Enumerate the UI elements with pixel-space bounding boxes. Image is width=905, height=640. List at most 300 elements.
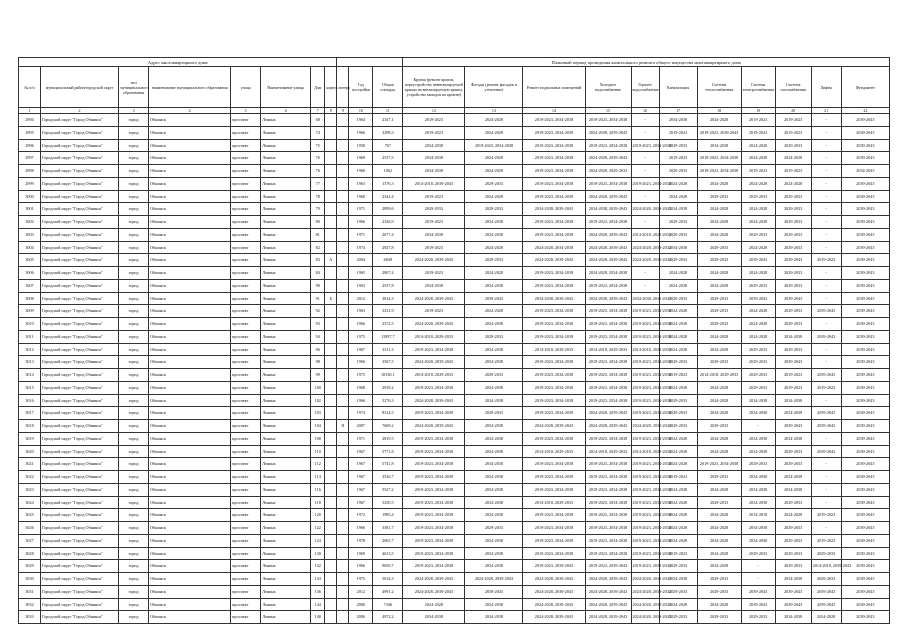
table-cell: Городской округ "Город Обнинск" (41, 343, 119, 356)
table-cell: 2019-2023, 2034-2038 (631, 534, 659, 547)
table-cell (325, 177, 337, 190)
table-cell (337, 152, 349, 165)
table-cell: 2024-2028 (465, 114, 523, 127)
table-cell: Обнинск (149, 496, 231, 509)
table-cell: 2019-2023 (403, 305, 465, 318)
table-cell: город (119, 343, 149, 356)
table-cell: 78 (311, 190, 325, 203)
table-cell (337, 598, 349, 611)
table-cell (325, 126, 337, 139)
table-cell: 2024-2028 (659, 598, 697, 611)
table-cell: 2029-2033 (775, 534, 811, 547)
table-cell: 3028 (19, 547, 41, 560)
table-cell: город (119, 203, 149, 216)
table-cell: проспект (231, 139, 261, 152)
table-cell: 2019-2023 (741, 114, 775, 127)
table-cell: 2019-2023, 2034-2038 (523, 471, 585, 484)
table-cell: - (811, 139, 841, 152)
table-cell: 1971 (349, 228, 373, 241)
table-cell: 2039-2043 (841, 343, 889, 356)
table-cell: Ленина (261, 509, 311, 522)
table-cell: Обнинск (149, 420, 231, 433)
table-cell (325, 560, 337, 573)
table-cell: 2039-2043 (775, 598, 811, 611)
table-cell: 2034-2038 (741, 522, 775, 535)
table-cell: Городской округ "Город Обнинск" (41, 126, 119, 139)
table-cell: 4991,2 (373, 585, 403, 598)
table-cell: Ленина (261, 267, 311, 280)
table-cell: 2034-2038 (741, 496, 775, 509)
table-cell: 3029 (19, 560, 41, 573)
table-cell: 5250,5 (373, 496, 403, 509)
table-cell: Обнинск (149, 407, 231, 420)
table-cell: 2019-2023, 2034-2038 (523, 407, 585, 420)
table-cell (337, 126, 349, 139)
table-cell: 2039-2043 (775, 356, 811, 369)
table-cell: - (631, 190, 659, 203)
table-cell: 2039-2043 (775, 420, 811, 433)
column-header: № п/п (19, 67, 41, 108)
table-cell: 2019-2023, 2034-2038 (523, 330, 585, 343)
table-cell: 2019-2023, 2034-2038 (585, 356, 631, 369)
table-cell: 2039-2043 (841, 267, 889, 280)
table-cell: 3567,5 (373, 356, 403, 369)
table-cell: 77 (311, 177, 325, 190)
table-cell: проспект (231, 381, 261, 394)
table-cell: 2029-2033 (697, 611, 741, 624)
table-cell: 3019 (19, 432, 41, 445)
capital-repair-table (18, 57, 890, 624)
table-cell: 81 (311, 228, 325, 241)
table-cell: 3012 (19, 343, 41, 356)
column-header: Общая площадь (373, 67, 403, 108)
table-cell: Ленина (261, 216, 311, 229)
table-cell: Городской округ "Город Обнинск" (41, 496, 119, 509)
table-cell: 2019-2023, 2034-2038 (631, 177, 659, 190)
column-number: 1 (19, 108, 41, 114)
table-row (19, 152, 890, 165)
table-cell: 2019-2023, 2034-2038 (465, 139, 523, 152)
table-cell: 2024-2028, 2039-2043 (523, 254, 585, 267)
table-cell: 2019-2023, 2034-2038 (403, 432, 465, 445)
table-cell: 2019-2023, 2034-2038 (403, 381, 465, 394)
table-cell: - (631, 279, 659, 292)
table-cell: 2039-2043 (841, 381, 889, 394)
table-cell: город (119, 381, 149, 394)
table-cell: Ленина (261, 547, 311, 560)
table-row (19, 126, 890, 139)
table-cell (337, 573, 349, 586)
table-cell: Городской округ "Город Обнинск" (41, 292, 119, 305)
table-cell (325, 458, 337, 471)
table-cell (325, 305, 337, 318)
table-cell: 3814,3 (373, 292, 403, 305)
table-cell: 112 (311, 458, 325, 471)
table-cell (337, 483, 349, 496)
table-cell: 2039-2043 (841, 190, 889, 203)
table-row (19, 165, 890, 178)
table-body (19, 114, 890, 624)
table-cell: 2019-2023, 2039-2043 (523, 560, 585, 573)
table-cell: 2024-2028 (659, 305, 697, 318)
table-cell: 2034-2038 (465, 381, 523, 394)
table-cell: 2039-2043 (841, 241, 889, 254)
table-cell: А (325, 254, 337, 267)
table-cell: 1967 (349, 458, 373, 471)
table-cell: 2034-2038 (741, 471, 775, 484)
table-cell (325, 420, 337, 433)
table-cell: 2024-2028, 2039-2043 (403, 292, 465, 305)
table-cell: город (119, 318, 149, 331)
table-row (19, 483, 890, 496)
table-cell: 2024-2028 (697, 432, 741, 445)
table-row (19, 343, 890, 356)
table-cell: 148 (311, 611, 325, 624)
table-cell: проспект (231, 165, 261, 178)
table-cell: 2024-2028, 2039-2043 (585, 254, 631, 267)
table-cell: 2039-2043 (741, 254, 775, 267)
table-cell: 2019-2023, 2034-2038 (403, 534, 465, 547)
table-cell: 1963 (349, 279, 373, 292)
table-cell: город (119, 420, 149, 433)
table-cell: Ленина (261, 522, 311, 535)
column-header: Система газоснабжения (775, 67, 811, 108)
table-cell: Городской округ "Город Обнинск" (41, 177, 119, 190)
table-cell: 2024-2028 (659, 483, 697, 496)
table-row (19, 585, 890, 598)
table-cell: 2034-2038 (741, 534, 775, 547)
table-cell (337, 394, 349, 407)
table-cell: проспект (231, 152, 261, 165)
table-cell: город (119, 573, 149, 586)
table-cell: 118 (311, 496, 325, 509)
table-cell: Обнинск (149, 190, 231, 203)
table-cell: 2034-2038 (465, 394, 523, 407)
table-cell: - (631, 267, 659, 280)
table-cell: 83 (311, 254, 325, 267)
table-cell: 2019-2023, 2034-2038 (523, 305, 585, 318)
table-cell: 2019-2023, 2034-2038 (523, 216, 585, 229)
table-cell: Ленина (261, 292, 311, 305)
table-cell: Ленина (261, 381, 311, 394)
table-row (19, 432, 890, 445)
table-cell: - (811, 496, 841, 509)
table-cell: 2029-2033 (775, 522, 811, 535)
table-cell: 2029-2033 (775, 547, 811, 560)
table-cell: 1972 (349, 509, 373, 522)
table-cell: 2024-2028, 2039-2043 (631, 598, 659, 611)
table-cell: 2019-2023, 2034-2038 (585, 279, 631, 292)
table-cell: 3031 (19, 585, 41, 598)
table-cell: 2994 (19, 114, 41, 127)
table-cell: Обнинск (149, 509, 231, 522)
table-cell: 2019-2023, 2034-2038 (403, 407, 465, 420)
table-cell (337, 318, 349, 331)
table-cell: 2024-2028, 2039-2043 (403, 318, 465, 331)
table-cell: 2034-2038, 2039-2043 (585, 292, 631, 305)
table-cell: город (119, 534, 149, 547)
table-cell: 2034-2038 (465, 534, 523, 547)
table-row (19, 330, 890, 343)
table-cell: 2034-2038 (465, 471, 523, 484)
table-cell: 2039-2043 (841, 483, 889, 496)
table-cell: Обнинск (149, 573, 231, 586)
table-cell: 2034-2038 (465, 611, 523, 624)
table-cell: 2019-2023, 2034-2038 (585, 216, 631, 229)
table-cell (337, 407, 349, 420)
table-cell (337, 585, 349, 598)
table-cell: Ленина (261, 573, 311, 586)
table-cell: 3008 (19, 292, 41, 305)
table-cell: 3010 (19, 318, 41, 331)
table-cell: 2024-2028 (697, 330, 741, 343)
table-cell: 2029-2033 (775, 190, 811, 203)
table-cell (337, 522, 349, 535)
table-cell: 2537,8 (373, 279, 403, 292)
table-cell: 2019-2023, 2034-2038 (403, 445, 465, 458)
table-cell: 2024-2028, 2039-2043 (585, 152, 631, 165)
table-cell (325, 547, 337, 560)
table-cell: 2039-2043 (841, 114, 889, 127)
table-cell: проспект (231, 598, 261, 611)
table-cell: 2019-2023, 2034-2038 (403, 547, 465, 560)
table-cell: 2024-2028 (741, 241, 775, 254)
column-number: 10 (349, 108, 373, 114)
table-cell: 2807,4 (373, 267, 403, 280)
table-cell: город (119, 126, 149, 139)
table-cell: 2034-2038 (775, 573, 811, 586)
table-cell: Обнинск (149, 356, 231, 369)
table-cell: Ленина (261, 126, 311, 139)
table-cell: Ленина (261, 394, 311, 407)
table-cell: 2029-2033 (697, 254, 741, 267)
table-cell: Обнинск (149, 165, 231, 178)
table-cell: 1967 (349, 483, 373, 496)
table-cell: 2019-2023 (811, 509, 841, 522)
table-cell: 2029-2033 (775, 318, 811, 331)
table-cell: 5527,2 (373, 483, 403, 496)
table-cell: 3007 (19, 279, 41, 292)
table-cell: Обнинск (149, 547, 231, 560)
table-cell: Ленина (261, 458, 311, 471)
table-cell (325, 279, 337, 292)
table-cell: 1975 (349, 369, 373, 382)
table-cell: 2024-2028 (697, 177, 741, 190)
table-cell: 2029-2033 (465, 254, 523, 267)
column-number: 7 (311, 108, 325, 114)
table-cell: 2039-2043 (741, 292, 775, 305)
table-cell: 2029-2033 (659, 254, 697, 267)
table-cell: 11897,7 (373, 330, 403, 343)
table-cell: 2034-2038 (775, 394, 811, 407)
table-cell: 2024-2028 (659, 522, 697, 535)
table-cell: 2039-2043 (841, 598, 889, 611)
table-cell: Ленина (261, 177, 311, 190)
table-cell: 2029-2033 (659, 407, 697, 420)
table-cell: 5771,8 (373, 445, 403, 458)
table-cell: - (631, 152, 659, 165)
table-row (19, 177, 890, 190)
table-row (19, 114, 890, 127)
table-cell: 2039-2043 (741, 585, 775, 598)
table-cell: город (119, 369, 149, 382)
table-cell: Ленина (261, 534, 311, 547)
table-cell: 2039-2043 (841, 254, 889, 267)
table-cell (325, 573, 337, 586)
table-cell: Ленина (261, 598, 311, 611)
table-row (19, 407, 890, 420)
table-cell: 1963 (349, 305, 373, 318)
table-row (19, 471, 890, 484)
table-cell: 2019-2023, 2034-2038 (523, 522, 585, 535)
table-row (19, 254, 890, 267)
table-cell: 2029-2033 (465, 522, 523, 535)
table-cell: 2819,5 (373, 432, 403, 445)
table-cell: 2019-2023, 2039-2043 (631, 560, 659, 573)
table-cell: 1978 (349, 534, 373, 547)
table-cell: 2019-2023, 2034-2038 (523, 394, 585, 407)
table-cell: 2029-2033 (697, 318, 741, 331)
table-cell: проспект (231, 292, 261, 305)
table-cell: 2024-2028, 2039-2043 (585, 573, 631, 586)
table-cell: - (811, 177, 841, 190)
table-cell: 2019-2023 (775, 126, 811, 139)
table-cell: 2024-2028, 2034-2038 (585, 267, 631, 280)
table-cell: 2034-2038 (741, 483, 775, 496)
table-cell: 2034-2038 (775, 471, 811, 484)
table-cell: 100 (311, 381, 325, 394)
table-cell: 2024-2028, 2039-2043 (585, 420, 631, 433)
table-cell: 2039-2043 (841, 573, 889, 586)
table-cell: 2034-2038 (403, 279, 465, 292)
table-cell: 2019-2023, 2034-2038 (585, 177, 631, 190)
table-cell: 2014-2018, 2029-2033 (523, 496, 585, 509)
table-cell: 2995 (19, 126, 41, 139)
table-cell: Городской округ "Город Обнинск" (41, 598, 119, 611)
table-cell: 2029-2033 (697, 573, 741, 586)
table-cell: 2019-2023, 2034-2038 (585, 522, 631, 535)
table-cell: 2024-2028 (697, 381, 741, 394)
table-cell: проспект (231, 471, 261, 484)
table-cell: 2024-2028 (697, 114, 741, 127)
table-cell: 2029-2033 (775, 343, 811, 356)
table-cell: 2019-2023, 2034-2038 (697, 165, 741, 178)
table-cell: 2029-2033 (811, 547, 841, 560)
table-cell: 2024-2028 (741, 216, 775, 229)
table-cell: Обнинск (149, 369, 231, 382)
table-cell: 2034-2038 (659, 573, 697, 586)
table-cell: Городской округ "Город Обнинск" (41, 318, 119, 331)
table-cell: 2342,4 (373, 190, 403, 203)
table-cell: - (811, 471, 841, 484)
table-cell: 2998 (19, 165, 41, 178)
column-number: 12 (403, 108, 465, 114)
table-cell: 2024-2028, 2039-2043 (523, 585, 585, 598)
table-cell: 2024-2028 (697, 394, 741, 407)
table-cell: 2024-2028 (741, 267, 775, 280)
table-row (19, 356, 890, 369)
table-cell: 136 (311, 585, 325, 598)
table-cell: 98 (311, 356, 325, 369)
table-cell: город (119, 305, 149, 318)
table-cell: 3020 (19, 445, 41, 458)
table-cell (337, 496, 349, 509)
table-cell: 2029-2033 (775, 458, 811, 471)
table-cell (325, 228, 337, 241)
table-cell: 2029-2033 (697, 190, 741, 203)
table-cell: 767 (373, 139, 403, 152)
table-cell: 2024-2028, 2039-2043 (585, 611, 631, 624)
table-cell: 2039-2043 (841, 139, 889, 152)
table-cell: 2024-2028 (403, 598, 465, 611)
table-cell (325, 152, 337, 165)
table-cell (337, 560, 349, 573)
table-cell: 2019-2023, 2034-2038 (585, 381, 631, 394)
table-cell: 2029-2033 (465, 369, 523, 382)
table-cell (325, 534, 337, 547)
table-cell: 1967 (349, 445, 373, 458)
table-cell: 2019-2023, 2034-2038 (523, 279, 585, 292)
table-cell: 2024-2028, 2039-2043 (403, 420, 465, 433)
table-cell: 2034-2038 (465, 496, 523, 509)
table-cell: Обнинск (149, 292, 231, 305)
table-cell: 2039-2043 (841, 369, 889, 382)
table-cell: 2019-2023 (403, 190, 465, 203)
table-cell: 3231,9 (373, 305, 403, 318)
table-cell: 2029-2033 (741, 279, 775, 292)
table-cell: 96 (311, 343, 325, 356)
table-cell: 2029-2033 (775, 228, 811, 241)
table-cell: 2019-2023, 2034-2038 (697, 458, 741, 471)
table-cell (337, 471, 349, 484)
table-cell: 2034-2038, 2039-2043 (585, 203, 631, 216)
table-cell: 2024-2028, 2039-2043 (585, 407, 631, 420)
column-header: Ремонт подвальных помещений (523, 67, 585, 108)
table-cell: 2019-2023, 2034-2038 (585, 483, 631, 496)
table-cell: 2034-2038 (403, 611, 465, 624)
table-cell: Ленина (261, 445, 311, 458)
table-cell: Ленина (261, 305, 311, 318)
table-cell: 2024-2028, 2039-2043 (631, 611, 659, 624)
table-cell: город (119, 152, 149, 165)
group-header-row (19, 58, 890, 67)
table-cell: Обнинск (149, 598, 231, 611)
table-cell: Городской округ "Город Обнинск" (41, 522, 119, 535)
table-cell: 9650,7 (373, 560, 403, 573)
table-cell: 2019-2023, 2034-2038 (585, 547, 631, 560)
table-cell: 1960 (349, 190, 373, 203)
table-cell: 2024-2028, 2039-2043 (631, 573, 659, 586)
table-cell: 2019-2023, 2034-2038 (403, 483, 465, 496)
table-cell: Ленина (261, 228, 311, 241)
table-cell: 92 (311, 305, 325, 318)
table-cell: проспект (231, 547, 261, 560)
table-cell: 2024-2028 (659, 496, 697, 509)
table-row (19, 190, 890, 203)
table-cell: 2024-2028 (741, 330, 775, 343)
table-cell: 1965 (349, 267, 373, 280)
table-cell: 2019-2023, 2034-2038 (523, 267, 585, 280)
table-cell: Обнинск (149, 305, 231, 318)
table-cell: 2034-2038 (659, 241, 697, 254)
table-cell: 2019-2023, 2034-2038 (631, 483, 659, 496)
table-cell: Городской округ "Город Обнинск" (41, 471, 119, 484)
table-cell: 2039-2043 (811, 585, 841, 598)
table-cell: - (631, 126, 659, 139)
table-cell: проспект (231, 458, 261, 471)
table-cell: 2029-2033 (775, 560, 811, 573)
table-cell: 2019-2023 (775, 369, 811, 382)
